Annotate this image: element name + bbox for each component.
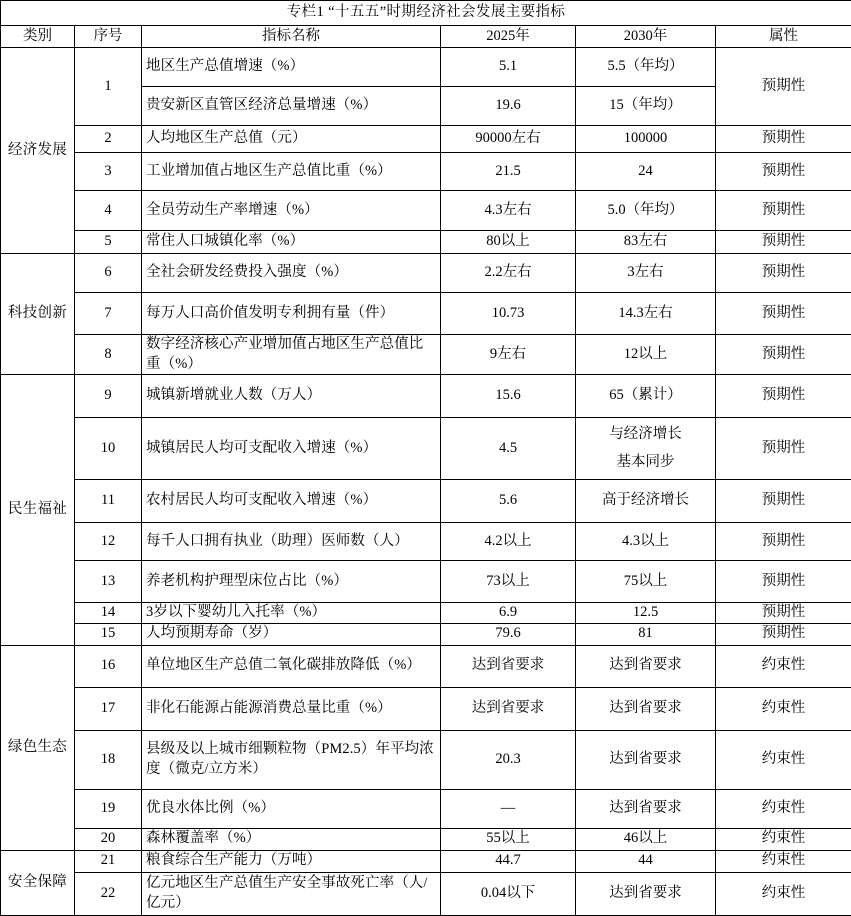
attribute-cell: 约束性	[716, 687, 851, 730]
attribute-cell: 预期性	[716, 254, 851, 293]
index-cell: 9	[75, 375, 142, 418]
column-header-category: 类别	[1, 26, 75, 48]
table-row	[1, 730, 851, 789]
attribute-cell: 预期性	[716, 153, 851, 191]
attribute-cell: 预期性	[716, 623, 851, 645]
index-cell: 20	[75, 828, 142, 850]
value-2025: 5.1	[441, 48, 576, 87]
value-2025: 10.73	[441, 293, 576, 335]
table-row	[1, 523, 851, 561]
indicator-name: 地区生产总值增速（%）	[142, 48, 441, 87]
table-row	[1, 231, 851, 254]
value-2025: 80以上	[441, 231, 576, 254]
value-2030: 83左右	[576, 231, 716, 254]
index-cell: 7	[75, 293, 142, 335]
index-cell: 21	[75, 850, 142, 872]
index-cell: 19	[75, 789, 142, 828]
category-cell-livelihood: 民生福祉	[1, 375, 75, 646]
index-cell: 1	[75, 48, 142, 126]
attribute-cell: 约束性	[716, 872, 851, 915]
indicator-name: 工业增加值占地区生产总值比重（%）	[142, 153, 441, 191]
index-cell: 10	[75, 418, 142, 480]
attribute-cell: 预期性	[716, 231, 851, 254]
indicator-name: 养老机构护理型床位占比（%）	[142, 561, 441, 603]
value-2025: 21.5	[441, 153, 576, 191]
index-cell: 17	[75, 687, 142, 730]
attribute-cell: 约束性	[716, 730, 851, 789]
value-2030: 高于经济增长	[576, 480, 716, 523]
value-2030: 24	[576, 153, 716, 191]
table-row	[1, 191, 851, 231]
attribute-cell: 预期性	[716, 335, 851, 375]
table-row	[1, 418, 851, 480]
indicator-name: 数字经济核心产业增加值占地区生产总值比重（%）	[142, 335, 441, 375]
value-2030: 3左右	[576, 254, 716, 293]
indicator-name: 城镇新增就业人数（万人）	[142, 375, 441, 418]
table-row	[1, 153, 851, 191]
value-2030: 4.3以上	[576, 523, 716, 561]
table-row	[1, 687, 851, 730]
indicator-name: 贵安新区直管区经济总量增速（%）	[142, 87, 441, 126]
column-header-2025: 2025年	[441, 26, 576, 48]
indicator-name: 非化石能源占能源消费总量比重（%）	[142, 687, 441, 730]
value-2030: 44	[576, 850, 716, 872]
category-cell-safety: 安全保障	[1, 850, 75, 915]
column-header-index: 序号	[75, 26, 142, 48]
indicator-name: 常住人口城镇化率（%）	[142, 231, 441, 254]
value-2030-line1: 与经济增长	[580, 421, 711, 449]
value-2025: —	[441, 789, 576, 828]
value-2025: 达到省要求	[441, 687, 576, 730]
indicator-name: 全员劳动生产率增速（%）	[142, 191, 441, 231]
value-2025: 19.6	[441, 87, 576, 126]
table-row	[1, 561, 851, 603]
column-header-2030: 2030年	[576, 26, 716, 48]
value-2030: 达到省要求	[576, 730, 716, 789]
index-cell: 13	[75, 561, 142, 603]
value-2030: 达到省要求	[576, 872, 716, 915]
attribute-cell: 预期性	[716, 603, 851, 624]
indicator-name: 全社会研发经费投入强度（%）	[142, 254, 441, 293]
indicator-name: 每万人口高价值发明专利拥有量（件）	[142, 293, 441, 335]
attribute-cell: 预期性	[716, 48, 851, 126]
attribute-cell: 约束性	[716, 828, 851, 850]
value-2025: 4.2以上	[441, 523, 576, 561]
value-2025: 4.5	[441, 418, 576, 480]
value-2030	[576, 418, 716, 480]
indicator-name: 单位地区生产总值二氧化碳排放降低（%）	[142, 645, 441, 687]
index-cell: 16	[75, 645, 142, 687]
value-2030: 65（累计）	[576, 375, 716, 418]
index-cell: 3	[75, 153, 142, 191]
index-cell: 6	[75, 254, 142, 293]
table-row	[1, 48, 851, 87]
value-2030: 14.3左右	[576, 293, 716, 335]
value-2025: 达到省要求	[441, 645, 576, 687]
value-2030: 46以上	[576, 828, 716, 850]
index-cell: 11	[75, 480, 142, 523]
category-cell-green: 绿色生态	[1, 645, 75, 850]
value-2025: 5.6	[441, 480, 576, 523]
attribute-cell: 预期性	[716, 418, 851, 480]
indicator-name: 亿元地区生产总值生产安全事故死亡率（人/亿元）	[142, 872, 441, 915]
value-2025: 73以上	[441, 561, 576, 603]
table-title-row	[1, 1, 851, 26]
attribute-cell: 预期性	[716, 523, 851, 561]
value-2025: 20.3	[441, 730, 576, 789]
index-cell: 18	[75, 730, 142, 789]
attribute-cell: 预期性	[716, 126, 851, 153]
value-2025: 79.6	[441, 623, 576, 645]
index-cell: 14	[75, 603, 142, 624]
value-2025: 2.2左右	[441, 254, 576, 293]
value-2030: 100000	[576, 126, 716, 153]
attribute-cell: 预期性	[716, 561, 851, 603]
index-cell: 2	[75, 126, 142, 153]
value-2025: 9左右	[441, 335, 576, 375]
index-cell: 5	[75, 231, 142, 254]
table-row	[1, 872, 851, 915]
indicator-name: 森林覆盖率（%）	[142, 828, 441, 850]
value-2025: 4.3左右	[441, 191, 576, 231]
indicator-name: 县级及以上城市细颗粒物（PM2.5）年平均浓度（微克/立方米）	[142, 730, 441, 789]
value-2030: 12以上	[576, 335, 716, 375]
value-2030: 5.5（年均）	[576, 48, 716, 87]
category-cell-innovation: 科技创新	[1, 254, 75, 375]
attribute-cell: 约束性	[716, 850, 851, 872]
value-2030: 达到省要求	[576, 687, 716, 730]
attribute-cell: 约束性	[716, 645, 851, 687]
value-2030: 5.0（年均）	[576, 191, 716, 231]
value-2025: 90000左右	[441, 126, 576, 153]
value-2030: 81	[576, 623, 716, 645]
table-row	[1, 789, 851, 828]
indicator-name: 人均预期寿命（岁）	[142, 623, 441, 645]
value-2030: 达到省要求	[576, 789, 716, 828]
table-row	[1, 645, 851, 687]
category-cell-economy: 经济发展	[1, 48, 75, 254]
table-title: 专栏1 “十五五”时期经济社会发展主要指标	[1, 1, 851, 26]
table-row	[1, 623, 851, 645]
indicator-name: 农村居民人均可支配收入增速（%）	[142, 480, 441, 523]
table-row	[1, 293, 851, 335]
indicator-name: 每千人口拥有执业（助理）医师数（人）	[142, 523, 441, 561]
indicator-name: 城镇居民人均可支配收入增速（%）	[142, 418, 441, 480]
value-2030-line2: 基本同步	[580, 449, 711, 477]
table-header-row	[1, 26, 851, 48]
table-row	[1, 480, 851, 523]
table-row	[1, 375, 851, 418]
column-header-attribute: 属性	[716, 26, 851, 48]
table-row	[1, 603, 851, 624]
index-cell: 22	[75, 872, 142, 915]
indicator-name: 优良水体比例（%）	[142, 789, 441, 828]
index-cell: 4	[75, 191, 142, 231]
value-2030: 15（年均）	[576, 87, 716, 126]
value-2030: 75以上	[576, 561, 716, 603]
table-row	[1, 335, 851, 375]
attribute-cell: 约束性	[716, 789, 851, 828]
value-2030: 达到省要求	[576, 645, 716, 687]
value-2025: 15.6	[441, 375, 576, 418]
value-2025: 6.9	[441, 603, 576, 624]
table-row	[1, 126, 851, 153]
value-2025: 55以上	[441, 828, 576, 850]
table-row	[1, 828, 851, 850]
index-cell: 12	[75, 523, 142, 561]
column-header-indicator: 指标名称	[142, 26, 441, 48]
indicator-name: 3岁以下婴幼儿入托率（%）	[142, 603, 441, 624]
attribute-cell: 预期性	[716, 375, 851, 418]
index-cell: 8	[75, 335, 142, 375]
attribute-cell: 预期性	[716, 191, 851, 231]
table-row	[1, 254, 851, 293]
value-2030: 12.5	[576, 603, 716, 624]
value-2025: 44.7	[441, 850, 576, 872]
index-cell: 15	[75, 623, 142, 645]
table-row	[1, 850, 851, 872]
value-2025: 0.04以下	[441, 872, 576, 915]
indicator-name: 粮食综合生产能力（万吨）	[142, 850, 441, 872]
attribute-cell: 预期性	[716, 480, 851, 523]
attribute-cell: 预期性	[716, 293, 851, 335]
indicator-name: 人均地区生产总值（元）	[142, 126, 441, 153]
